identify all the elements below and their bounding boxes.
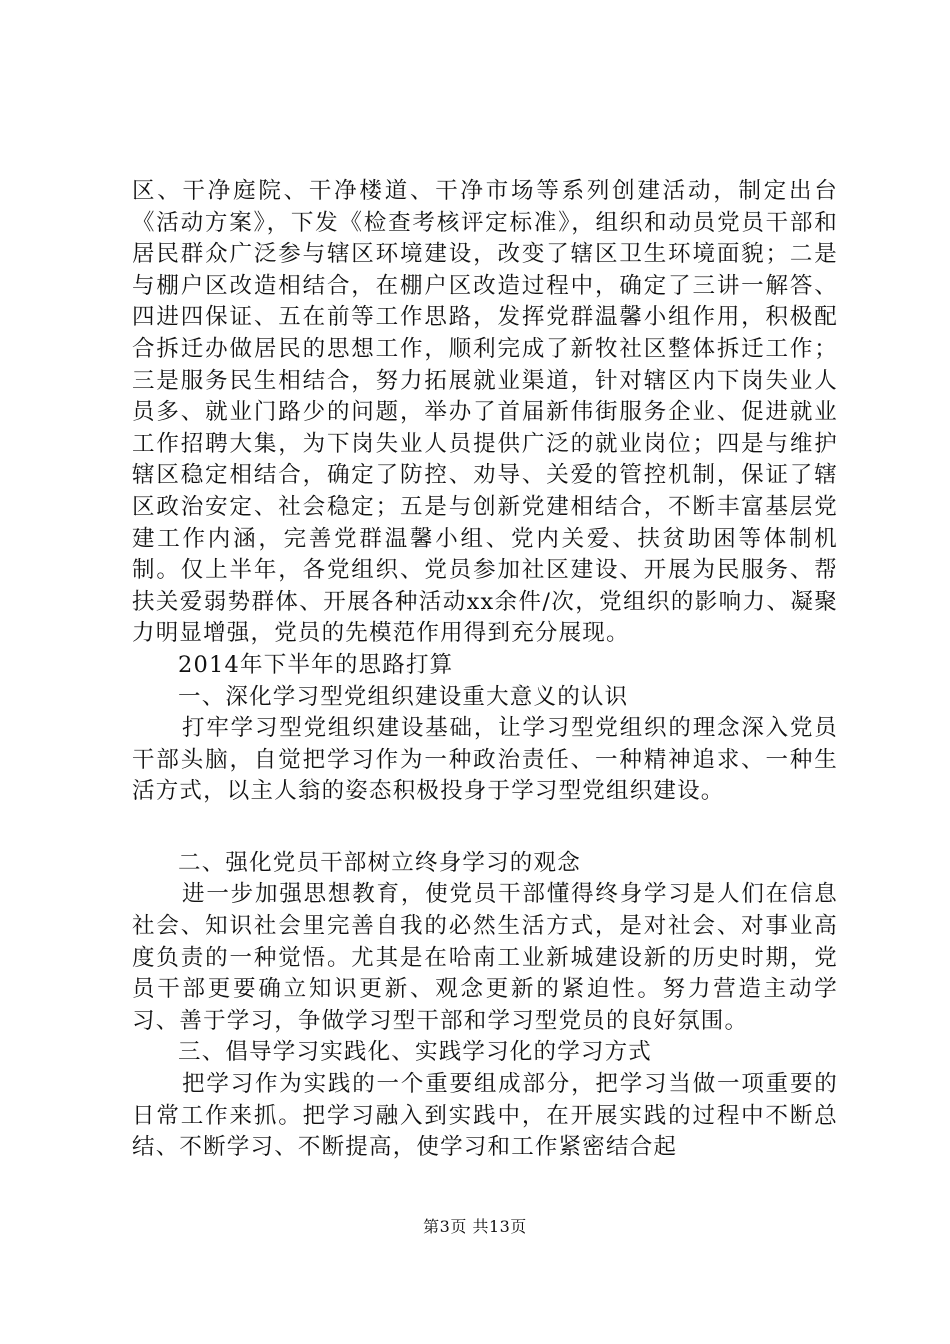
section-heading: 二、强化党员干部树立终身学习的观念 <box>178 849 581 876</box>
body-paragraph: 把学习作为实践的一个重要组成部分，把学习当做一项重要的日常工作来抓。把学习融入到实践中，在开展实践的过程中不断总结、不断学习、不断提高，使学习和工作紧密结合起 <box>132 1071 838 1161</box>
blank-line <box>132 808 838 848</box>
section-heading: 三、倡导学习实践化、实践学习化的学习方式 <box>178 1039 653 1066</box>
body-paragraph: 打牢学习型党组织建设基础，让学习型党组织的理念深入党员干部头脑，自觉把学习作为一种政治责任、一种精神追求、一种生活方式，以主人翁的姿态积极投身于学习型党组织建设。 <box>132 715 838 805</box>
document-body <box>132 176 838 1164</box>
body-paragraph: 区、干净庭院、干净楼道、干净市场等系列创建活动，制定出台《活动方案》，下发《检查考核评定标准》，组织和动员党员干部和居民群众广泛参与辖区环境建设，改变了辖区卫生环境面貌；二是与棚户区改造相结合，在棚户区改造过程中，确定了三讲一解答、四进四保证、五在前等工作思路，发挥党群温馨小组作用，积极配合拆迁办做居民的思想工作，顺利完成了新牧社区整体拆迁工作；三是服务民生相结合，努力拓展就业渠道，针对辖区内下岗失业人员多、就业门路少的问题，举办了首届新伟街服务企业、促进就业工作招聘大集，为下岗失业人员提供广泛的就业岗位；四是与维护辖区稳定相结合，确定了防控、劝导、关爱的管控机制，保证了辖区政治安定、社会稳定；五是与创新党建相结合，不断丰富基层党建工作内涵，完善党群温馨小组、党内关爱、扶贫助困等体制机制。仅上半年，各党组织、党员参加社区建设、开展为民服务、帮扶关爱弱势群体、开展各种活动xx余件/次，党组织的影响力、凝聚力明显增强，党员的先模范作用得到充分展现。 <box>132 178 838 647</box>
page-footer: 第3页 共13页 <box>423 1217 527 1236</box>
section-heading: 一、深化学习型党组织建设重大意义的认识 <box>178 683 629 710</box>
section-heading: 2014年下半年的思路打算 <box>178 651 454 678</box>
body-paragraph: 进一步加强思想教育，使党员干部懂得终身学习是人们在信息社会、知识社会里完善自我的必然生活方式，是对社会、对事业高度负责的一种觉悟。尤其是在哈南工业新城建设新的历史时期，党员干部更要确立知识更新、观念更新的紧迫性。努力营造主动学习、善于学习，争做学习型干部和学习型党员的良好氛围。 <box>132 881 838 1034</box>
